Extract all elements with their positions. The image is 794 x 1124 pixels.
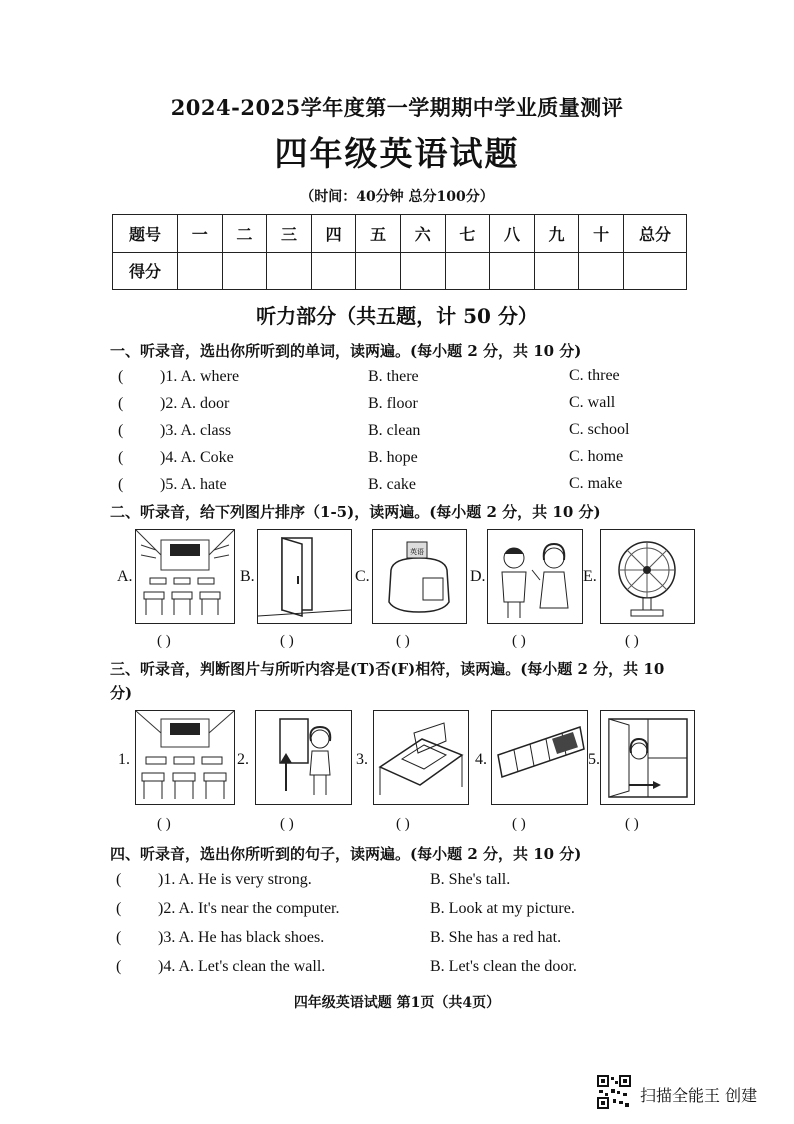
option-a: )5. A. hate [160,476,227,493]
score-header-cell: 总分 [624,215,687,253]
score-header-cell: 九 [534,215,579,253]
option-c: C. make [569,475,623,492]
door-icon [258,530,351,623]
option-c: C. school [569,421,630,438]
score-row-label: 得分 [113,252,178,290]
score-header-cell: 题号 [113,215,178,253]
exam-term-title: 2024-2025学年度第一学期期中学业质量测评 [170,95,624,120]
score-header-cell: 三 [267,215,312,253]
picture-label-2: 2. [237,751,249,768]
answer-open-paren[interactable]: ( [116,958,122,975]
picture-label-e: E. [583,568,597,585]
score-header-cell: 七 [445,215,490,253]
option-a: )4. A. Coke [160,449,234,466]
fan-icon [601,530,694,623]
answer-open-paren[interactable]: ( [118,395,124,412]
boy-girl-picture [487,529,583,624]
picture-label-3: 3. [356,751,368,768]
score-blank-cell[interactable] [400,252,445,290]
answer-open-paren[interactable]: ( [118,422,124,439]
option-a: )2. A. door [160,395,230,412]
section3-title-cont: 分) [110,684,133,702]
score-blank-cell[interactable] [222,252,267,290]
answer-blank[interactable]: ( ) [512,816,526,832]
option-a: )2. A. It's near the computer. [158,900,340,917]
score-blank-cell[interactable] [624,252,687,290]
option-b: B. there [368,368,419,385]
option-a: )1. A. where [160,368,240,385]
page-footer: 四年级英语试题 第1页（共4页） [293,995,501,1011]
score-blank-cell[interactable] [490,252,535,290]
picture-label-4: 4. [475,751,487,768]
door-picture [257,529,352,624]
qr-code-icon [597,1075,631,1109]
answer-blank[interactable]: ( ) [280,633,294,649]
option-a: )3. A. class [160,422,232,439]
score-header-cell: 一 [178,215,223,253]
girl-door-picture [255,710,352,805]
desk-icon [374,711,468,804]
option-c: C. wall [569,394,616,411]
option-b: B. She's tall. [430,871,511,888]
score-blank-cell[interactable] [579,252,624,290]
fan-picture [600,529,695,624]
answer-blank[interactable]: ( ) [396,816,410,832]
answer-blank[interactable]: ( ) [396,633,410,649]
windows-picture [491,710,588,805]
classroom-icon [136,711,234,804]
answer-blank[interactable]: ( ) [625,816,639,832]
option-b: B. floor [368,395,418,412]
answer-blank[interactable]: ( ) [157,633,171,649]
picture-label-b: B. [240,568,255,585]
option-a: )4. A. Let's clean the wall. [158,958,326,975]
score-header-cell: 六 [400,215,445,253]
picture-label-d: D. [470,568,486,585]
exam-title: 四年级英语试题 [274,134,520,173]
option-c: C. three [569,367,620,384]
section1-title: 一、听录音，选出你所听到的单词，读两遍。(每小题 2 分，共 10 分) [110,342,582,360]
classroom-picture-2 [135,710,235,805]
score-table-header-row [113,215,687,253]
answer-open-paren[interactable]: ( [118,476,124,493]
score-blank-cell[interactable] [356,252,401,290]
classroom-picture [135,529,235,624]
answer-open-paren[interactable]: ( [118,368,124,385]
option-b: B. Let's clean the door. [430,958,577,975]
picture-label-1: 1. [118,751,130,768]
option-a: )1. A. He is very strong. [158,871,312,888]
score-table-score-row [113,252,687,290]
girl-opening-window-icon [601,711,694,804]
score-header-cell: 四 [311,215,356,253]
exam-time-score: （时间：40分钟 总分100分） [300,189,494,205]
section4-title: 四、听录音，选出你所听到的句子，读两遍。(每小题 2 分，共 10 分) [110,845,582,863]
score-blank-cell[interactable] [311,252,356,290]
children-icon [488,530,582,623]
girl-opening-door-icon [256,711,351,804]
score-header-cell: 十 [579,215,624,253]
scanner-watermark: 扫描全能王 创建 [640,1086,758,1105]
window-row-icon [492,711,587,804]
classroom-icon [136,530,234,623]
answer-open-paren[interactable]: ( [116,929,122,946]
option-b: B. cake [368,476,416,493]
score-blank-cell[interactable] [178,252,223,290]
picture-label-5: 5. [588,751,600,768]
score-header-cell: 五 [356,215,401,253]
answer-open-paren[interactable]: ( [118,449,124,466]
option-c: C. home [569,448,624,465]
section3-title: 三、听录音，判断图片与所听内容是(T)否(F)相符，读两遍。(每小题 2 分，共 10 [110,660,665,678]
answer-blank[interactable]: ( ) [157,816,171,832]
schoolbag-picture [372,529,467,624]
option-b: B. hope [368,449,418,466]
score-blank-cell[interactable] [534,252,579,290]
option-b: B. clean [368,422,421,439]
answer-blank[interactable]: ( ) [625,633,639,649]
option-b: B. She has a red hat. [430,929,562,946]
listening-section-title: 听力部分（共五题，计 50 分） [256,304,538,328]
score-table [112,214,687,290]
girl-window-picture [600,710,695,805]
picture-label-c: C. [355,568,370,585]
picture-label-a: A. [117,568,133,585]
section2-title: 二、听录音，给下列图片排序（1-5)，读两遍。(每小题 2 分，共 10 分) [110,503,601,521]
option-b: B. Look at my picture. [430,900,575,917]
desk-picture [373,710,469,805]
score-header-cell: 二 [222,215,267,253]
schoolbag-icon [373,530,466,623]
score-blank-cell[interactable] [445,252,490,290]
score-header-cell: 八 [490,215,535,253]
score-blank-cell[interactable] [267,252,312,290]
option-a: )3. A. He has black shoes. [158,929,325,946]
book-label: 英语 [410,548,424,556]
answer-blank[interactable]: ( ) [280,816,294,832]
answer-open-paren[interactable]: ( [116,900,122,917]
answer-open-paren[interactable]: ( [116,871,122,888]
answer-blank[interactable]: ( ) [512,633,526,649]
